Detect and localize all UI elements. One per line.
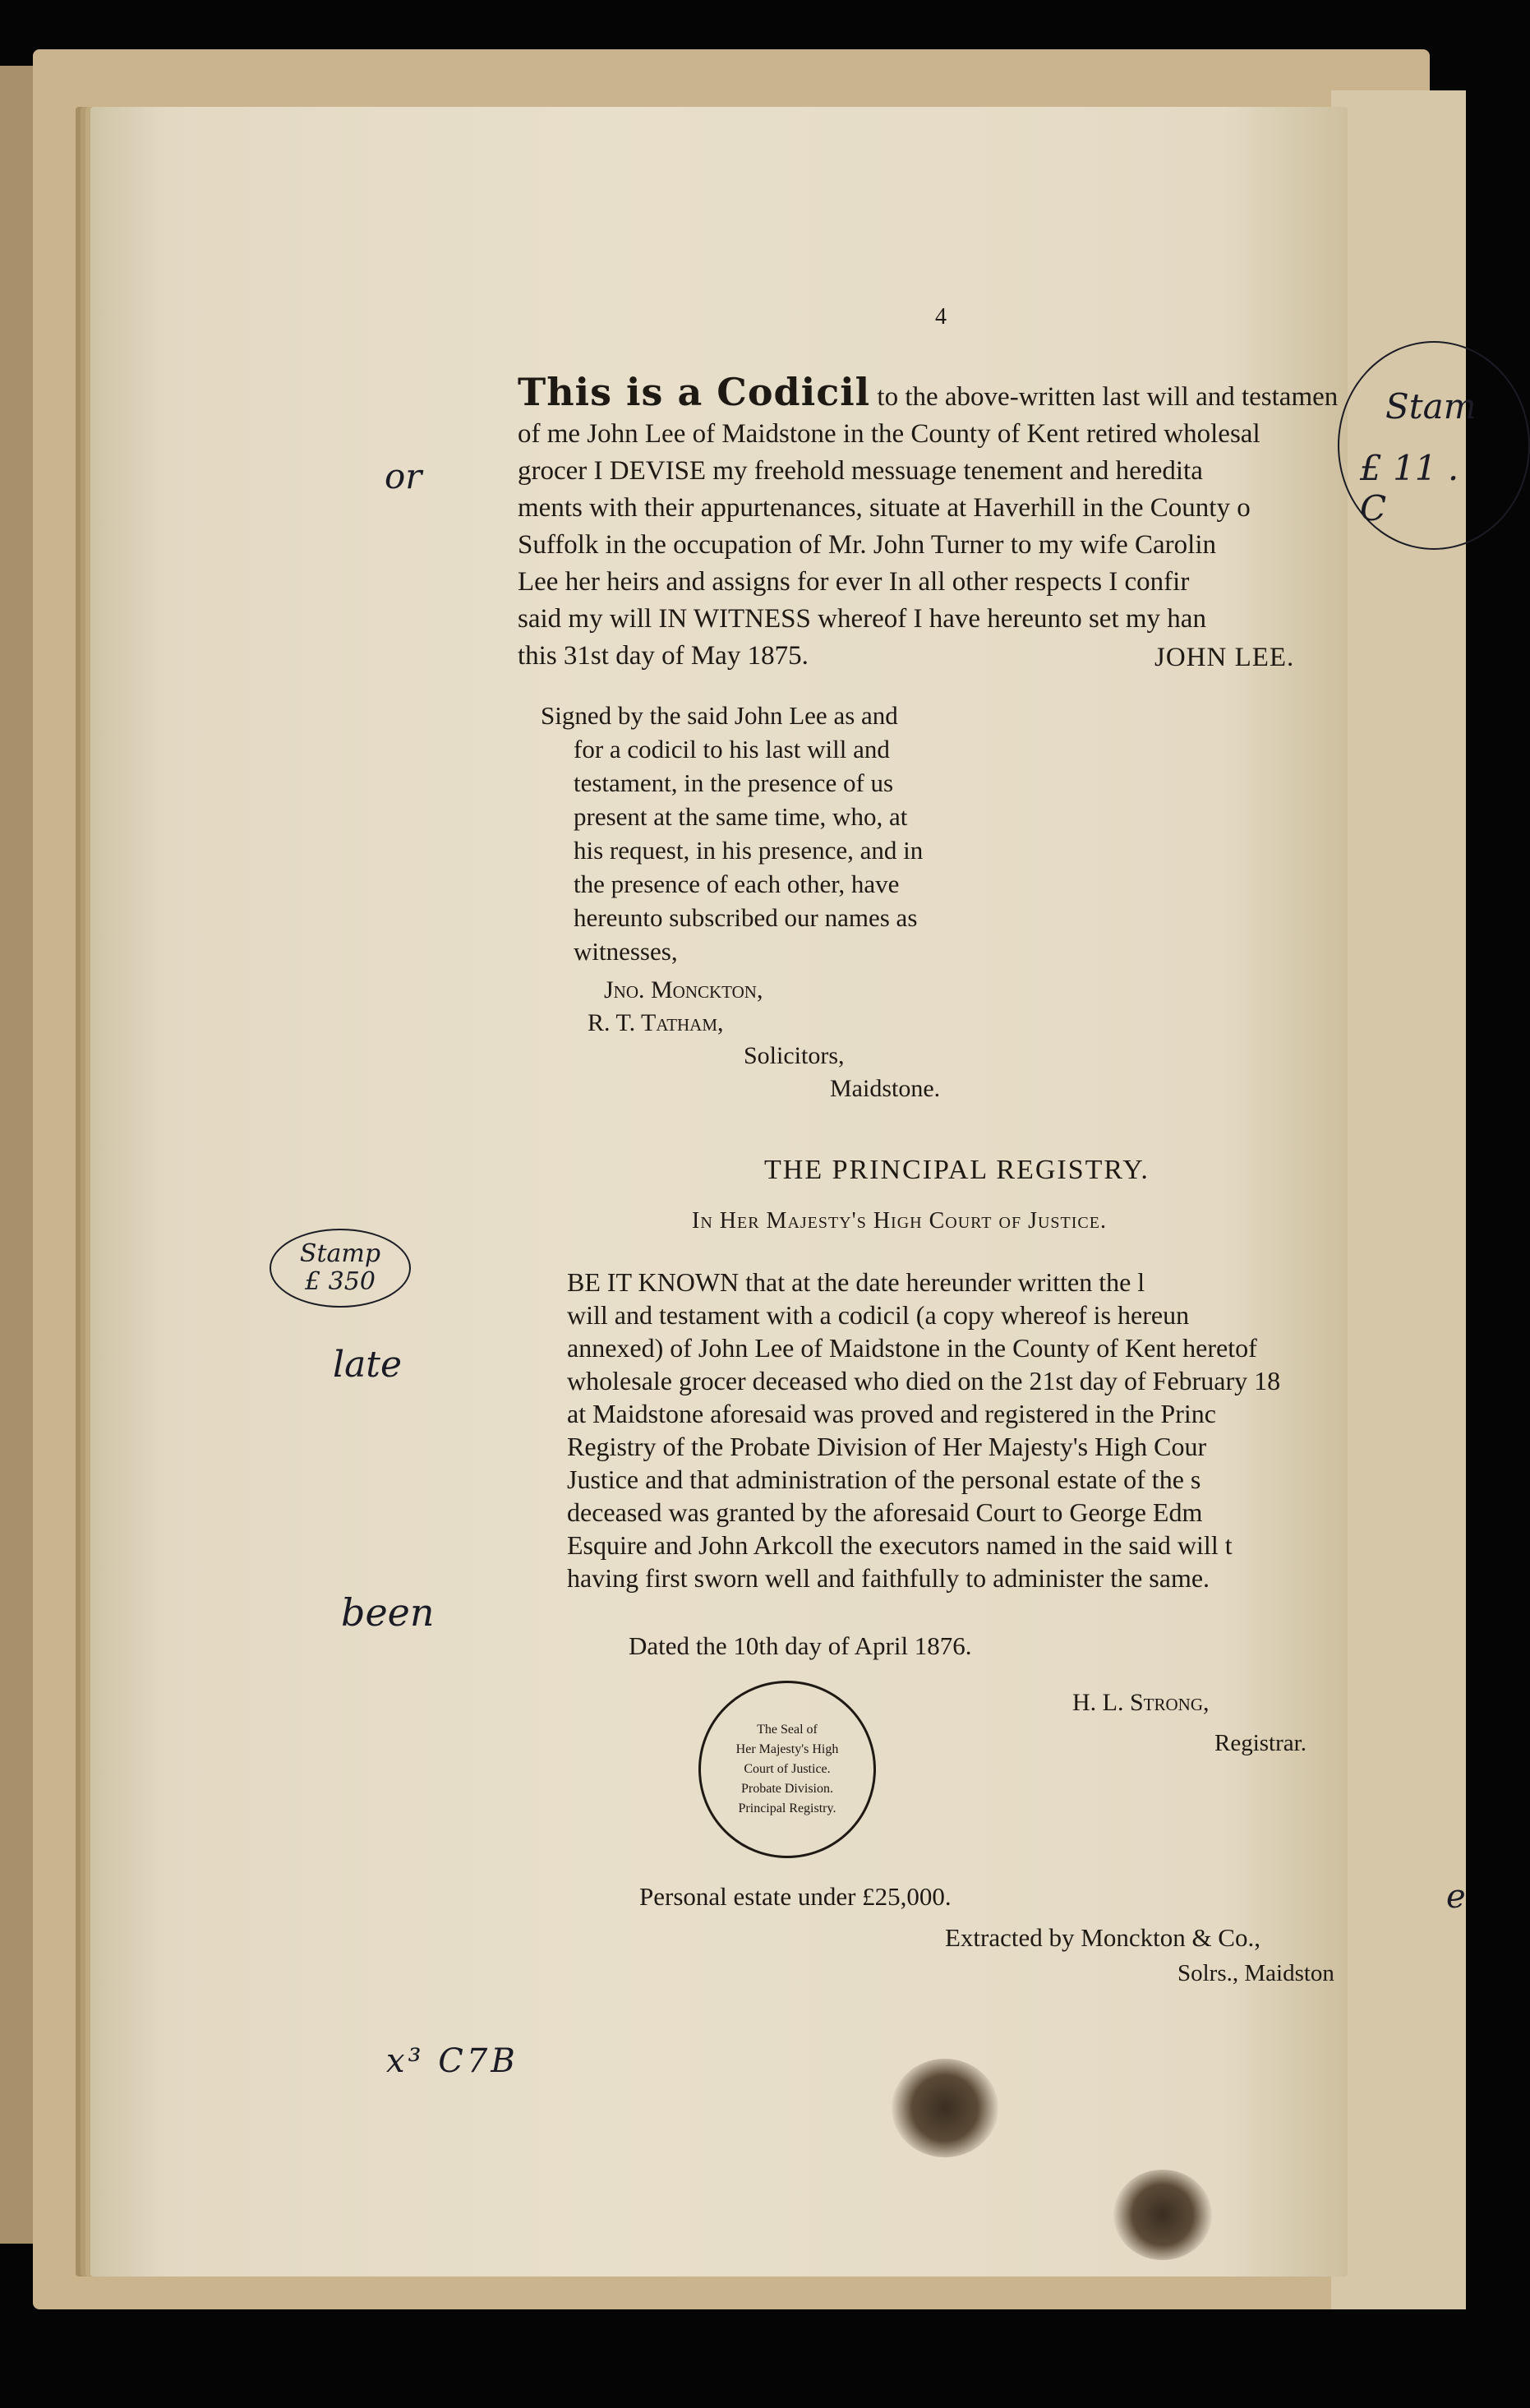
attestation-line: his request, in his presence, and in — [574, 836, 924, 865]
ink-stain — [892, 2059, 998, 2157]
grant-line: BE IT KNOWN that at the date hereunder written the l — [567, 1267, 1145, 1297]
grant-line: having first sworn well and faithfully to administer the same. — [567, 1563, 1210, 1593]
grant-line: will and testament with a codicil (a copy whereof is hereun — [567, 1300, 1190, 1330]
stamp-duty-note — [270, 1229, 411, 1308]
grant-line: annexed) of John Lee of Maidstone in the County of Kent heretof — [567, 1333, 1257, 1363]
facing-stamp-amount: £ 11 . C — [1360, 448, 1459, 528]
facing-stamp-text: Stam — [1385, 386, 1477, 427]
registry-title: THE PRINCIPAL REGISTRY. — [764, 1155, 1150, 1185]
witness-occupation: Solicitors, — [744, 1042, 845, 1069]
codicil-line: Suffolk in the occupation of Mr. John Turner to my wife Carolin — [518, 530, 1216, 560]
codicil-line: this 31st day of May 1875. — [518, 641, 809, 671]
codicil-line: ments with their appurtenances, situate at Haverhill in the County o — [518, 493, 1251, 523]
seal-line: Her Majesty's High — [735, 1742, 839, 1756]
margin-reference: x³ C7B — [386, 2042, 518, 2080]
page-number: 4 — [935, 304, 947, 330]
ink-stain — [1113, 2170, 1212, 2260]
codicil-text — [518, 370, 1348, 675]
grant-line: deceased was granted by the aforesaid Court to George Edm — [567, 1497, 1203, 1527]
seal-line: Probate Division. — [741, 1782, 833, 1796]
registrar-title: Registrar. — [1214, 1730, 1306, 1756]
grant-date: Dated the 10th day of April 1876. — [629, 1631, 972, 1660]
attestation-clause — [541, 699, 1001, 968]
grant-line: wholesale grocer deceased who died on the 21st day of February 18 — [567, 1366, 1281, 1395]
registrar-name: H. L. Strong, — [1072, 1689, 1210, 1716]
seal-line: Court of Justice. — [744, 1762, 831, 1776]
stamp-note-line: Stamp — [299, 1239, 381, 1268]
facing-page-mark: e — [1446, 1878, 1466, 1916]
seal-line: The Seal of — [757, 1723, 818, 1737]
attestation-line: the presence of each other, have — [574, 870, 900, 898]
margin-note-been: been — [341, 1590, 435, 1635]
stamp-note-amount: £ 350 — [305, 1267, 376, 1296]
witness-place: Maidstone. — [830, 1075, 941, 1102]
attestation-line: Signed by the said John Lee as and — [541, 701, 898, 730]
codicil-line: grocer I DEVISE my freehold messuage tenement and heredita — [518, 456, 1203, 486]
codicil-line-1 — [518, 370, 1348, 416]
attestation-line: witnesses, — [574, 937, 678, 966]
seal-line: Principal Registry. — [738, 1801, 836, 1815]
codicil-line: of me John Lee of Maidstone in the County of Kent retired wholesal — [518, 419, 1260, 449]
margin-note-or: or — [385, 456, 422, 496]
witness-1: Jno. Monckton, — [604, 976, 763, 1003]
grant-line: Esquire and John Arkcoll the executors named in the said will t — [567, 1530, 1233, 1560]
witness-2: R. T. Tatham, — [588, 1009, 724, 1036]
margin-note-late: late — [333, 1344, 403, 1386]
grant-line: Justice and that administration of the personal estate of the s — [567, 1465, 1201, 1494]
attestation-line: for a codicil to his last will and — [574, 735, 890, 763]
attestation-line: present at the same time, who, at — [574, 802, 908, 831]
codicil-heading: This is a Codicil — [518, 370, 871, 414]
court-name: In Her Majesty's High Court of Justice. — [692, 1208, 1107, 1234]
grant-text — [567, 1266, 1348, 1594]
extracted-by-address: Solrs., Maidston — [1177, 1960, 1334, 1986]
grant-line: at Maidstone aforesaid was proved and registered in the Princ — [567, 1399, 1216, 1428]
extracted-by: Extracted by Monckton & Co., — [945, 1923, 1260, 1952]
attestation-line: hereunto subscribed our names as — [574, 903, 918, 932]
codicil-line: to the above-written last will and testamen — [877, 382, 1339, 412]
codicil-line: said my will IN WITNESS whereof I have hereunto set my han — [518, 604, 1206, 634]
attestation-line: testament, in the presence of us — [574, 768, 894, 797]
grant-line: Registry of the Probate Division of Her Majesty's High Cour — [567, 1432, 1207, 1461]
codicil-line: Lee her heirs and assigns for ever In all other respects I confir — [518, 567, 1190, 597]
personal-estate: Personal estate under £25,000. — [639, 1882, 952, 1911]
court-seal — [698, 1681, 876, 1858]
testator-signature: JOHN LEE. — [1154, 643, 1295, 672]
